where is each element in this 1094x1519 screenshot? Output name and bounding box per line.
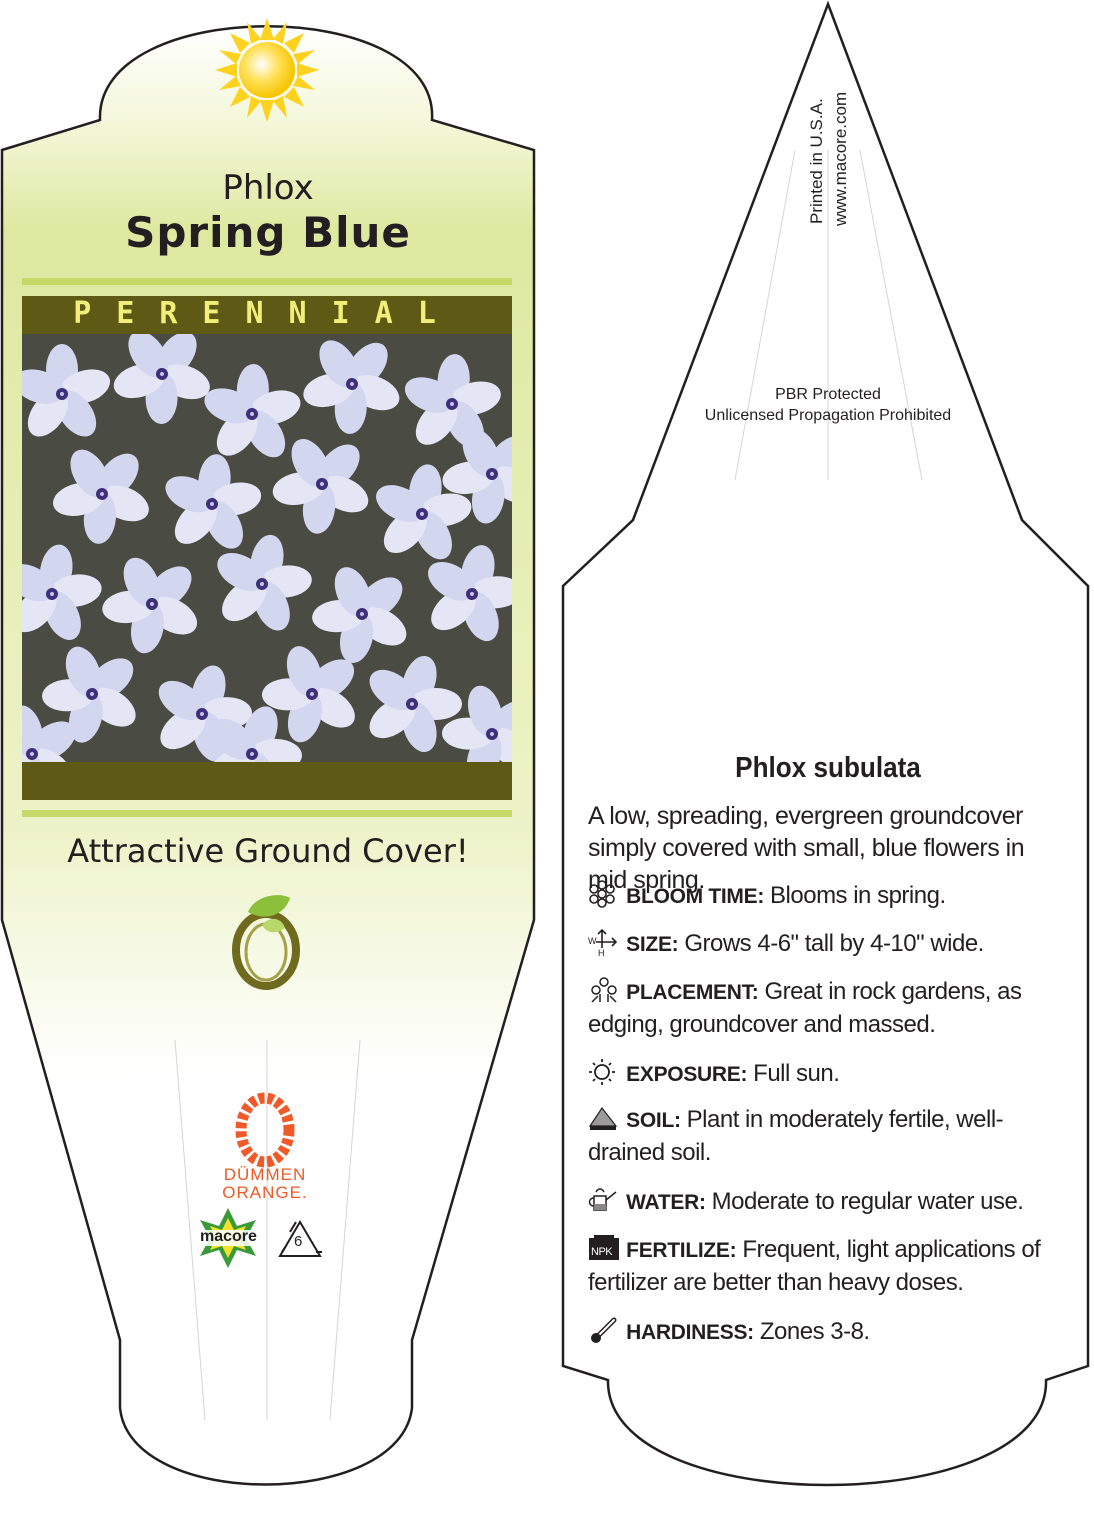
care-fertilize [588,1234,1068,1299]
brand-name-line2: ORANGE. [222,1183,308,1202]
size-icon-w: W [588,936,596,946]
care-text: Moderate to regular water use. [711,1188,1024,1215]
care-label: PLACEMENT: [626,981,759,1004]
care-water [588,1186,1068,1219]
plant-category: PERENNIAL [73,296,461,331]
care-text: Frequent, light applications of fertilizer are better than heavy doses. [588,1236,1041,1296]
printed-in-usa: Printed in U.S.A. [807,98,826,224]
soil-icon [588,1104,620,1132]
sun-icon [215,18,319,122]
care-text: Plant in moderately fertile, well-drained soil. [588,1106,1004,1166]
pbr-line2: Unlicensed Propagation Prohibited [704,407,952,424]
care-label: EXPOSURE: [626,1063,748,1086]
plant-tagline: Attractive Ground Cover! [67,832,469,870]
care-label: BLOOM TIME: [626,885,765,908]
sun-exposure-icon [588,1058,620,1086]
placement-icon [588,976,620,1004]
care-text: Zones 3-8. [759,1318,870,1345]
watering-can-icon [588,1186,620,1214]
bottom-dark-band [22,762,512,800]
thermometer-icon [588,1316,620,1344]
care-exposure [588,1058,1068,1091]
care-label: FERTILIZE: [626,1239,737,1262]
care-text: Great in rock gardens, as edging, groundcover and massed. [588,978,1022,1038]
plant-description: A low, spreading, evergreen groundcover simply covered with small, blue flowers in mid spring. [588,802,1025,894]
care-bloom-time [588,880,1068,913]
macore-website: www.macore.com [831,91,850,226]
size-icon-h: H [598,948,604,956]
care-placement [588,976,1068,1041]
bloom-icon [588,880,620,908]
bottom-light-band [22,810,512,817]
phlox-flower-photo [22,334,512,762]
pbr-line1: PBR Protected [775,386,881,403]
care-label: SIZE: [626,933,679,956]
care-label: SOIL: [626,1109,681,1132]
botanical-name: Phlox subulata [735,752,921,784]
care-text: Full sun. [753,1060,840,1087]
care-text: Grows 4-6" tall by 4-10" wide. [684,930,984,957]
recycle-code: 6 [294,1233,303,1250]
care-hardiness [588,1316,1068,1349]
macore-wordmark: macore [200,1228,257,1245]
pbr-notice [560,384,1094,426]
size-icon [588,928,620,956]
npk-icon [588,1234,620,1262]
care-size [588,928,1068,961]
care-text: Blooms in spring. [770,882,946,909]
care-label: HARDINESS: [626,1321,754,1344]
care-soil [588,1104,1068,1169]
brand-name-line1: DÜMMEN [223,1165,307,1184]
npk-icon-text: NPK [591,1246,613,1258]
plant-genus: Phlox [222,168,314,208]
care-label: WATER: [626,1191,706,1214]
plant-cultivar-name: Spring Blue [125,208,411,257]
top-light-band [22,278,512,285]
